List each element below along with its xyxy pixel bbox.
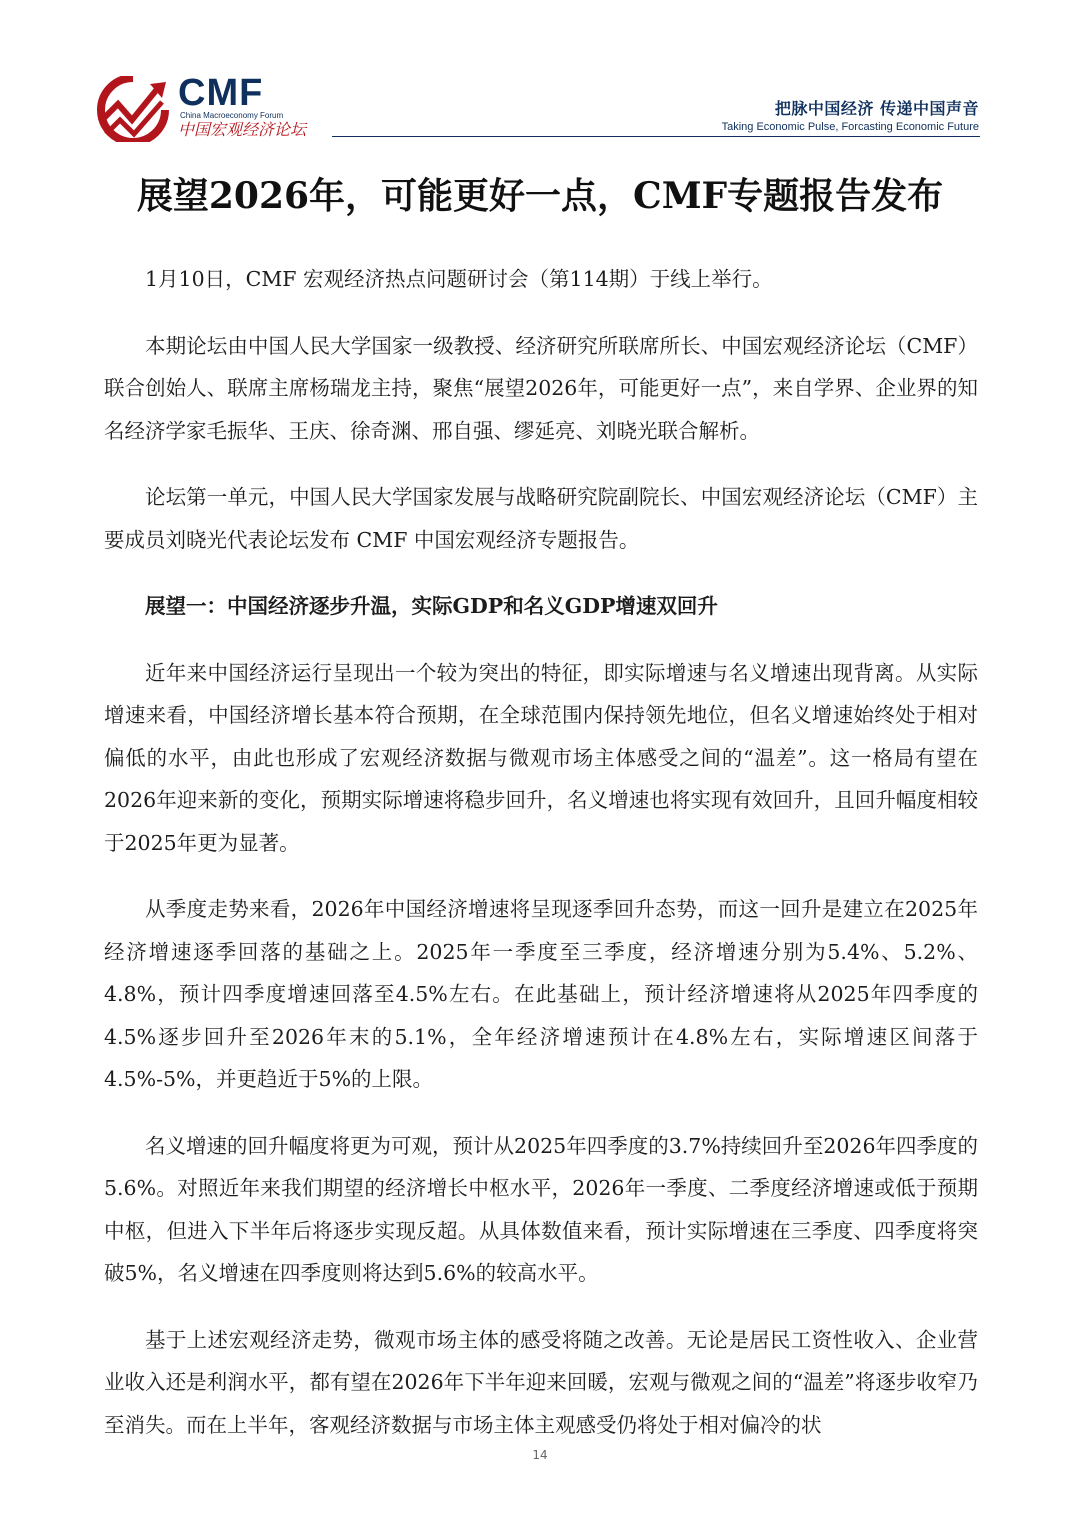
header-divider	[332, 136, 980, 137]
page-number: 14	[532, 1448, 548, 1462]
document-title: 展望2026年，可能更好一点，CMF专题报告发布	[136, 175, 944, 217]
cmf-chart-logo-icon	[96, 76, 170, 142]
paragraph-host: 本期论坛由中国人民大学国家一级教授、经济研究所联席所长、中国宏观经济论坛（CMF）联合创始人、联席主席杨瑞龙主持，聚焦“展望2026年，可能更好一点”，来自学界、企业界的知名经济学家毛振华、王庆、徐奇渊、邢自强、缪延亮、刘晓光联合解析。	[104, 333, 978, 443]
paragraph-unit-one: 论坛第一单元，中国人民大学国家发展与战略研究院副院长、中国宏观经济论坛（CMF）主要成员刘晓光代表论坛发布 CMF 中国宏观经济专题报告。	[104, 485, 978, 552]
section-heading: 展望一：中国经济逐步升温，实际GDP和名义GDP增速双回升	[145, 594, 718, 618]
logo-subtitle-cn: 中国宏观经济论坛	[178, 120, 307, 139]
logo-subtitle-en: China Macroeconomy Forum	[180, 111, 284, 120]
paragraph-divergence: 近年来中国经济运行呈现出一个较为突出的特征，即实际增速与名义增速出现背离。从实际增速来看，中国经济增长基本符合预期，在全球范围内保持领先地位，但名义增速始终处于相对偏低的水平，由此也形成了宏观经济数据与微观市场主体感受之间的“温差”。这一格局有望在2026年迎来新的变化，预期实际增速将稳步回升，名义增速也将实现有效回升，且回升幅度相较于2025年更为显著。	[104, 660, 978, 855]
logo-text: CMF	[178, 72, 264, 114]
paragraph-quarterly: 从季度走势来看，2026年中国经济增速将呈现逐季回升态势，而这一回升是建立在2025年经济增速逐季回落的基础之上。2025年一季度至三季度，经济增速分别为5.4%、5.2%、4.8%，预计四季度增速回落至4.5%左右。在此基础上，预计经济增速将从2025年四季度的4.5%逐步回升至2026年末的5.1%，全年经济增速预计在4.8%左右，实际增速区间落于4.5%-5%，并更趋近于5%的上限。	[104, 897, 978, 1091]
paragraph-intro: 1月10日，CMF 宏观经济热点问题研讨会（第114期）于线上举行。	[145, 267, 773, 291]
paragraph-micro: 基于上述宏观经济走势，微观市场主体的感受将随之改善。无论是居民工资性收入、企业营业收入还是利润水平，都有望在2026年下半年迎来回暖，宏观与微观之间的“温差”将逐步收窄乃至消失。而在上半年，客观经济数据与市场主体主观感受仍将处于相对偏冷的状	[104, 1327, 978, 1437]
slogan-cn: 把脉中国经济 传递中国声音	[774, 99, 979, 118]
paragraph-nominal: 名义增速的回升幅度将更为可观，预计从2025年四季度的3.7%持续回升至2026年四季度的5.6%。对照近年来我们期望的经济增长中枢水平，2026年一季度、二季度经济增速或低于预期中枢，但进入下半年后将逐步实现反超。从具体数值来看，预计实际增速在三季度、四季度将突破5%，名义增速在四季度则将达到5.6%的较高水平。	[104, 1133, 978, 1285]
document-body	[104, 258, 978, 1470]
page-header	[0, 0, 1080, 150]
slogan-en: Taking Economic Pulse, Forcasting Economic Future	[721, 121, 979, 133]
